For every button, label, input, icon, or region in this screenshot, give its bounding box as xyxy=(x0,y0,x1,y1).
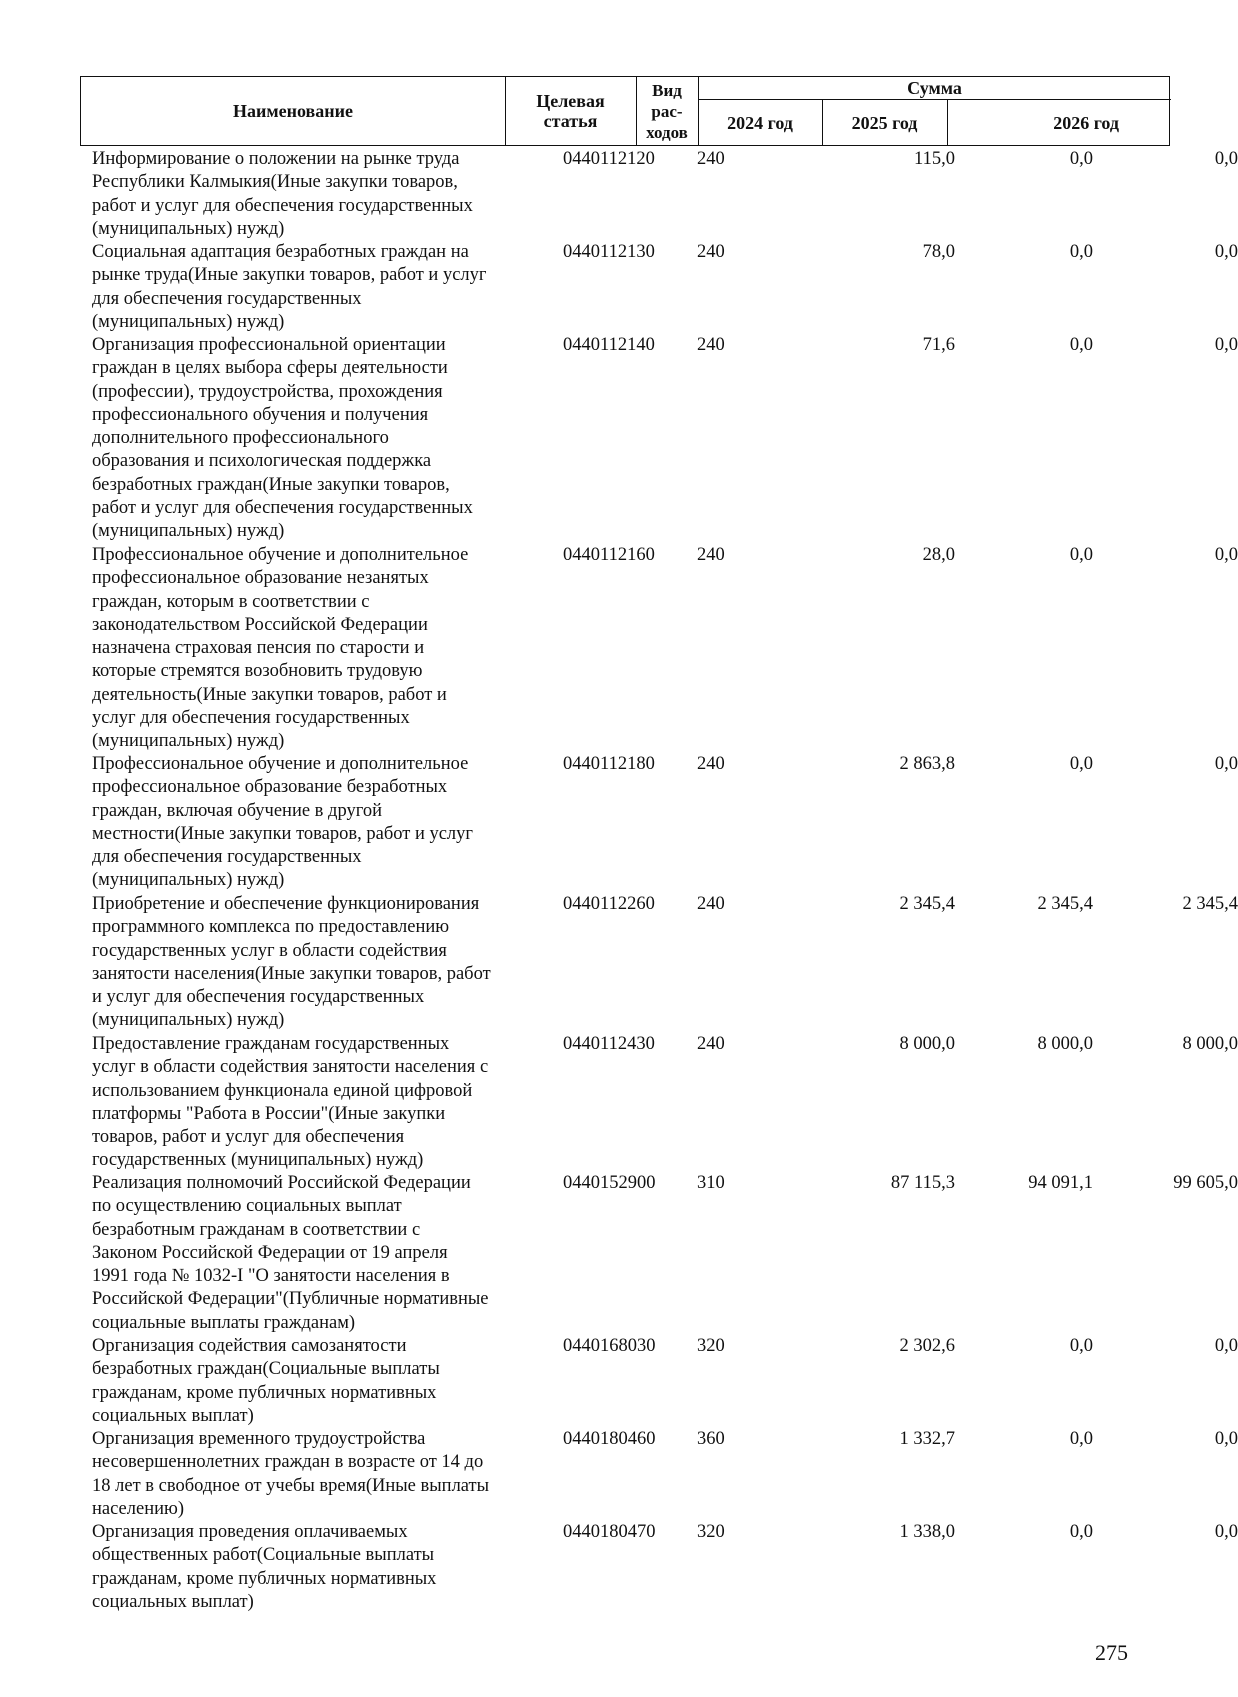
row-2026: 0,0 xyxy=(1214,149,1238,169)
row-2026: 0,0 xyxy=(1214,335,1238,355)
row-kind: 320 xyxy=(697,1336,725,1356)
row-kind: 240 xyxy=(697,149,725,169)
row-name: Организация проведения оплачиваемых общественных работ(Социальные выплаты гражданам, кроме публичных нормативных социальных выплат) xyxy=(92,1522,437,1612)
row-2025: 0,0 xyxy=(1069,335,1093,355)
header-name: Наименование xyxy=(233,101,353,121)
row-kind: 360 xyxy=(697,1429,725,1449)
row-kind: 240 xyxy=(697,894,725,914)
header-kind-line1: Вид xyxy=(652,80,682,100)
row-2024: 28,0 xyxy=(922,545,955,565)
row-2025: 8 000,0 xyxy=(1037,1034,1093,1054)
row-2025: 0,0 xyxy=(1069,1336,1093,1356)
page-number: 275 xyxy=(1095,1640,1128,1665)
row-kind: 240 xyxy=(697,545,725,565)
row-2026: 0,0 xyxy=(1214,1336,1238,1356)
row-kind: 240 xyxy=(697,335,725,355)
header-code-line2: статья xyxy=(543,111,598,131)
row-kind: 310 xyxy=(697,1173,725,1193)
row-2025: 0,0 xyxy=(1069,242,1093,262)
row-code: 0440152900 xyxy=(563,1173,656,1193)
row-code: 0440112180 xyxy=(563,754,655,774)
row-2026: 0,0 xyxy=(1214,1429,1238,1449)
header-2026: 2026 год xyxy=(1053,112,1119,133)
row-2024: 1 338,0 xyxy=(899,1522,955,1542)
row-2026: 0,0 xyxy=(1214,754,1238,774)
row-code: 0440112160 xyxy=(563,545,655,565)
header-code-line1: Целевая xyxy=(536,91,605,111)
row-name: Реализация полномочий Российской Федерации по осуществлению социальных выплат безработным гражданам в соответствии с Законом Российской Федерации от 19 апреля 1991 года № 1032-I "О занятости населения в Российской Федерации"(Публичные нормативные социальные выплаты гражданам) xyxy=(92,1173,489,1333)
row-name: Социальная адаптация безработных граждан на рынке труда(Иные закупки товаров, работ и услуг для обеспечения государственных (муниципальных) нужд) xyxy=(92,242,487,332)
row-name: Профессиональное обучение и дополнительное профессиональное образование безработных граждан, включая обучение в другой местности(Иные закупки товаров, работ и услуг для обеспечения государственных (муниципальных) нужд) xyxy=(92,754,474,891)
row-code: 0440112130 xyxy=(563,242,655,262)
row-name: Организация содействия самозанятости безработных граждан(Социальные выплаты гражданам, кроме публичных нормативных социальных выплат) xyxy=(92,1336,440,1426)
row-name: Предоставление гражданам государственных услуг в области содействия занятости населения с использованием функционала единой цифровой платформы "Работа в России"(Иные закупки товаров, работ и услуг для обеспечения государственных (муниципальных) нужд) xyxy=(92,1034,489,1171)
row-name: Приобретение и обеспечение функционирования программного комплекса по предоставлению государственных услуг в области содействия занятости населения(Иные закупки товаров, работ и услуг для обеспечения государственных (муниципальных) нужд) xyxy=(92,894,491,1031)
row-2025: 0,0 xyxy=(1069,1522,1093,1542)
row-name: Профессиональное обучение и дополнительное профессиональное образование незанятых граждан, которым в соответствии с законодательством Российской Федерации назначена страховая пенсия по старости и которые стремятся возобновить трудовую деятельность(Иные закупки товаров, работ и услуг для обеспечения государственных (муниципальных) нужд) xyxy=(92,545,469,752)
row-2025: 0,0 xyxy=(1069,149,1093,169)
row-2026: 0,0 xyxy=(1214,545,1238,565)
row-2025: 0,0 xyxy=(1069,545,1093,565)
row-name: Информирование о положении на рынке труда Республики Калмыкия(Иные закупки товаров, работ и услуг для обеспечения государственных (муниципальных) нужд) xyxy=(92,149,473,239)
row-code: 0440112260 xyxy=(563,894,655,914)
row-code: 0440112120 xyxy=(563,149,655,169)
row-2024: 115,0 xyxy=(914,149,955,169)
row-2025: 2 345,4 xyxy=(1037,894,1093,914)
row-2025: 0,0 xyxy=(1069,1429,1093,1449)
row-kind: 240 xyxy=(697,1034,725,1054)
row-code: 0440112430 xyxy=(563,1034,655,1054)
row-2024: 87 115,3 xyxy=(890,1173,955,1193)
row-2024: 2 863,8 xyxy=(899,754,955,774)
row-2024: 8 000,0 xyxy=(899,1034,955,1054)
row-2024: 71,6 xyxy=(922,335,955,355)
row-code: 0440180470 xyxy=(563,1522,656,1542)
header-kind xyxy=(636,77,698,145)
row-kind: 240 xyxy=(697,754,725,774)
row-2026: 2 345,4 xyxy=(1182,894,1238,914)
row-kind: 240 xyxy=(697,242,725,262)
header-kind-line2: рас- xyxy=(651,101,683,121)
header-sum: Сумма xyxy=(907,78,962,98)
row-2024: 2 345,4 xyxy=(899,894,955,914)
row-2026: 0,0 xyxy=(1214,1522,1238,1542)
row-2026: 99 605,0 xyxy=(1173,1173,1238,1193)
row-2024: 2 302,6 xyxy=(899,1336,955,1356)
row-2024: 78,0 xyxy=(922,242,955,262)
row-2024: 1 332,7 xyxy=(899,1429,955,1449)
row-code: 0440112140 xyxy=(563,335,655,355)
row-2026: 8 000,0 xyxy=(1182,1034,1238,1054)
table-header xyxy=(80,76,1170,146)
row-code: 0440168030 xyxy=(563,1336,656,1356)
row-2025: 94 091,1 xyxy=(1028,1173,1093,1193)
header-kind-line3: ходов xyxy=(646,122,688,142)
header-code xyxy=(505,77,636,145)
row-name: Организация временного трудоустройства несовершеннолетних граждан в возрасте от 14 до 18 лет в свободное от учебы время(Иные выплаты населению) xyxy=(92,1429,490,1519)
row-kind: 320 xyxy=(697,1522,725,1542)
row-code: 0440180460 xyxy=(563,1429,656,1449)
row-name: Организация профессиональной ориентации граждан в целях выбора сферы деятельности (профессии), трудоустройства, прохождения профессионального обучения и получения дополнительного профессионального образования и психологическая поддержка безработных граждан(Иные закупки товаров, работ и услуг для обеспечения государственных (муниципальных) нужд) xyxy=(92,335,473,542)
header-2025: 2025 год xyxy=(851,112,918,133)
row-2025: 0,0 xyxy=(1069,754,1093,774)
header-2024: 2024 год xyxy=(727,112,793,133)
row-2026: 0,0 xyxy=(1214,242,1238,262)
